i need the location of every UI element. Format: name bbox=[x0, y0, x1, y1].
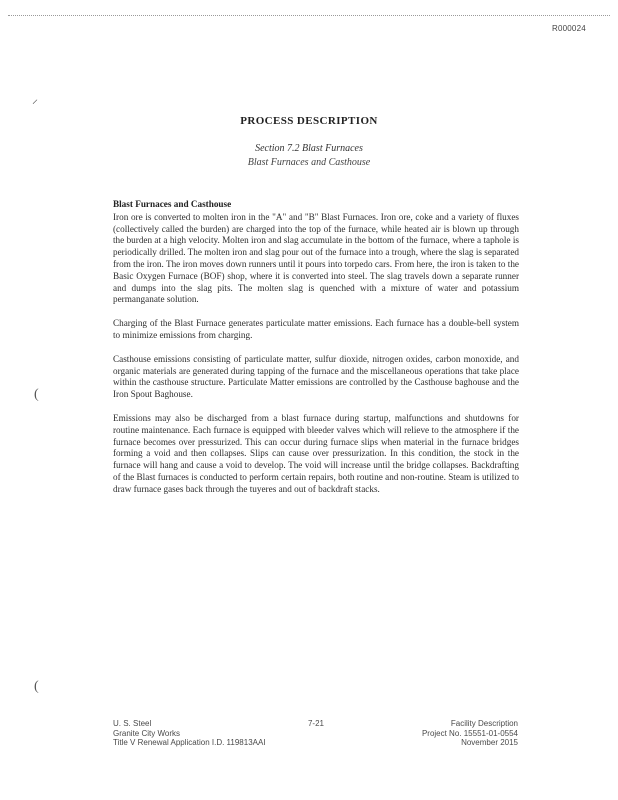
footer-location: Granite City Works bbox=[113, 728, 180, 738]
footer-doc-type: Facility Description bbox=[450, 719, 518, 728]
margin-bracket-mark: ( bbox=[34, 679, 39, 694]
top-dotted-rule bbox=[8, 15, 610, 16]
paragraph: Iron ore is converted to molten iron in the "A" and "B" Blast Furnaces. Iron ore, coke and a variety of fluxes (collectively called the burden) are charged into the top of the furnace, while heated air is blown up through the burden at a high velocity. Molten iron and slag accumulate in the bottom of the furnace, where a taphole is periodically drilled. The molten iron and slag pour out of the furnace into a trough, where the slag is separated from the iron. The iron moves down runners until it pours into torpedo cars. From here, the iron is taken to the Basic Oxygen Furnace (BOF) shop, where it is converted into steel. The slag travels down a separate runner and dumps into the slag pits. The molten slag is quenched with a mixture of water and potassium permanganate solution. bbox=[113, 211, 519, 305]
body-heading: Blast Furnaces and Casthouse bbox=[113, 199, 232, 209]
footer-date: November 2015 bbox=[461, 738, 518, 747]
document-id: R000024 bbox=[552, 24, 586, 33]
subsection-heading: Blast Furnaces and Casthouse bbox=[247, 157, 371, 168]
paragraph: Charging of the Blast Furnace generates particulate matter emissions. Each furnace has a double-bell system to minimize emissions from charging. bbox=[113, 318, 519, 340]
footer-right bbox=[412, 719, 518, 748]
paragraph: Emissions may also be discharged from a blast furnace during startup, malfunctions and shutdowns for routine maintenance. Each furnace is equipped with bleeder valves which will relieve to the atmosphere if the furnace becomes over pressurized. This can occur during furnace slips when material in the furnace bridges forming a void and then collapses. Slips can cause over pressurization. In this condition, the stock in the furnace will hang and cause a void to develop. The void will increase until the bridge collapses. Backdrafting of the Blast furnaces is conducted to perform certain repairs, both routine and non-routine. Steam is utilized to draw furnace gases back through the tuyeres and out of backdraft stacks. bbox=[113, 412, 519, 494]
footer-page-number: 7-21 bbox=[307, 719, 324, 728]
page-title: PROCESS DESCRIPTION bbox=[240, 115, 378, 127]
footer-company: U. S. Steel bbox=[113, 719, 152, 728]
margin-bracket-mark: ( bbox=[34, 387, 39, 402]
footer-project-number: Project No. 15551-01-0554 bbox=[421, 728, 518, 738]
paragraph: Casthouse emissions consisting of particulate matter, sulfur dioxide, nitrogen oxides, carbon monoxide, and organic materials are generated during tapping of the furnace and the miscellaneous operations that take place within the casthouse structure. Particulate Matter emissions are controlled by the Casthouse baghouse and the Iron Spout Baghouse. bbox=[113, 353, 519, 400]
body-content bbox=[113, 199, 519, 508]
margin-scan-mark: ⸝ bbox=[32, 92, 39, 106]
footer-left bbox=[113, 719, 313, 748]
footer-application: Title V Renewal Application I.D. 119813AAI bbox=[113, 738, 266, 747]
section-heading: Section 7.2 Blast Furnaces bbox=[255, 143, 363, 154]
